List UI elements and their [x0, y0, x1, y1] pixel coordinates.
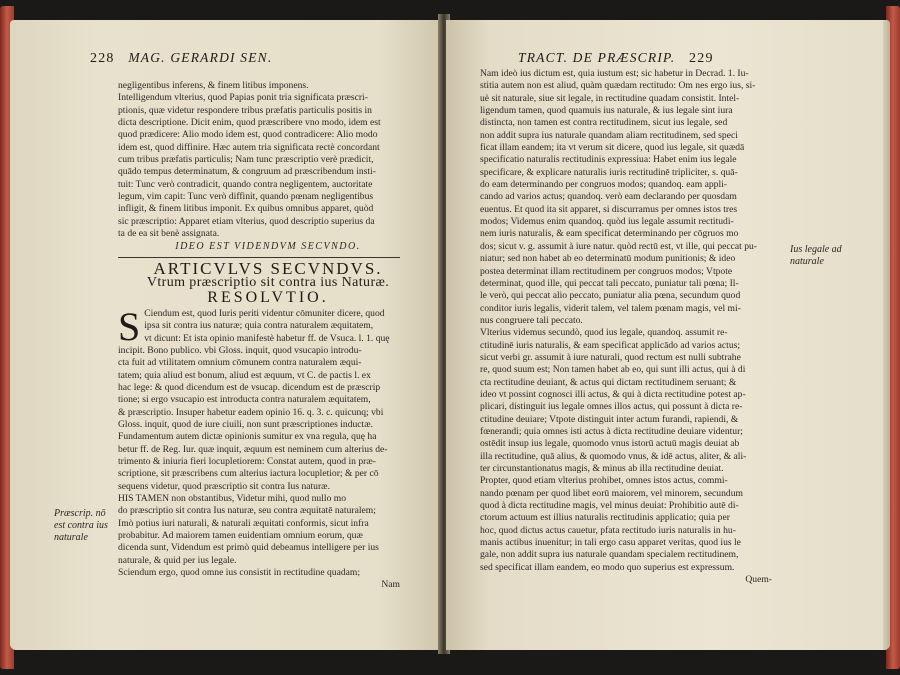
text-line: stitia autem non est aliud, quàm quædam rectitudo: Om nes ergo ius, si-: [480, 80, 756, 92]
text-line: tuit: Tunc verò contradicit, quando contra negligentem, auctoritate: [118, 178, 373, 190]
text-line: Sciendum ergo, quod omne ius consistit in rectitudine quadam;: [118, 567, 361, 579]
text-line: HIS TAMEN non obstantibus, Videtur mihi, quod nullo mo: [118, 493, 347, 504]
dropcap-s: S: [118, 303, 141, 349]
right-page-number: 229: [689, 51, 714, 66]
text-line: Gloss. inquit, quod de iure ciuili, non sunt præscriptiones inductæ.: [118, 418, 374, 430]
text-line: distincta, non tamen est contra rectitudinem, sicut ius legale, sed: [480, 117, 728, 129]
section-rule: [118, 257, 400, 258]
text-line: ostēdit insup ius legale, quomodo vnus istorū actuū magis deuiat ab: [480, 438, 740, 450]
text-line: le verò, qui peccat alio peccato, puniatur alia pœna, secundum quod: [480, 290, 741, 302]
left-top-paragraph: [118, 80, 418, 240]
text-line: ideo vt possint cognosci illi actus, & qui à dicta rectitudine potest ap-: [480, 388, 746, 400]
text-line: probabitur. Ad maiorem tamen euidentiam omnium eorum, quæ: [118, 530, 363, 542]
left-running-title: MAG. GERARDI SEN.: [128, 50, 273, 65]
text-line: ctitudine deuiare; Vtpote distinguit inter actum furandi, rapiendi, &: [480, 413, 739, 425]
text-line: uè sit naturale, siue sit legale, in rectitudine quadam consistit. Intel-: [480, 92, 740, 104]
right-running-title: TRACT. DE PRÆSCRIP.: [518, 50, 676, 65]
text-line: Intelligendum vlterius, quod Papias ponit tria significata præscri-: [118, 92, 368, 104]
text-line: nus congruere tali peccato.: [480, 314, 583, 326]
text-line: legum, vim capit: Tunc verò diffinit, quando pœnam negligentibus: [118, 191, 374, 203]
text-line: naturale, & quid per ius legale.: [118, 554, 237, 566]
question-heading: Vtrum præscriptio sit contra ius Naturæ.: [146, 275, 390, 291]
text-line: non addit supra ius naturale quandam aliam rectitudinem, sed speci: [480, 129, 738, 141]
text-line: nem iuris naturalis, & eam specificat determinando per cōgruos mo: [480, 228, 739, 240]
left-running-head: [90, 50, 272, 67]
text-line: Propter, quod etiam vlterius prohibet, omnes istos actus, commi-: [480, 475, 728, 487]
text-line: cando ad varios actus; quandoq. verò eam declarando per quosdam: [480, 191, 737, 203]
left-body-lines: [118, 303, 418, 580]
text-line: specificare, & explicare naturalis iuris rectitudinē tripliciter, s. quā-: [480, 166, 738, 178]
right-catchword: Quem-: [745, 574, 772, 586]
text-line: ficat illam eandem; ita vt verum sit dicere, quod ius legale, sit quædā: [480, 142, 745, 154]
text-line: conditor iuris legalis, viderit talem, vel talem pœnam magis, vel mi-: [480, 302, 741, 314]
text-line: Nam ideò ius dictum est, quia iustum est; sic habetur in Decrad. 1. Iu-: [480, 68, 749, 79]
text-line: infligit, & finem litibus imponit. Ex quibus omnibus apparet, quòd: [118, 203, 374, 215]
text-line: betur ff. de Reg. Iur. quæ inquit, æquum est neminem cum alterius de-: [118, 443, 388, 455]
text-line: tione; si ergo vsucapio est introducta contra naturalem æquitatem,: [118, 394, 371, 406]
text-line: specificatio naturalis rectitudinis expressiua: Habet enim ius legale: [480, 154, 737, 166]
text-line: hac lege: & quod dicendum est de vsucap. dicendum est de præscrip: [118, 381, 381, 393]
text-line: quādo tempus determinatum, & congruum ad præscribendum insti-: [118, 166, 376, 178]
left-catchword: Nam: [381, 579, 400, 591]
text-line: modos; Videmus enim quandoq. quòd ius legale assumit rectitudi-: [480, 216, 734, 228]
text-line: ligendum tamen, quod quamuis ius naturale, & ius legale sint iura: [480, 105, 733, 117]
text-line: idem est, quod diffinire. Hæc autem tria significata rectè concordant: [118, 141, 380, 153]
text-line: euentus. Et quod ita sit apparet, si discurramus per omnes istos tres: [480, 203, 738, 215]
text-line: ptionis, quæ videtur respondere tribus præfatis particulis positis in: [118, 104, 372, 116]
text-line: quod prædicere: Alio modo idem est, quod contradicere: Alio modo: [118, 129, 378, 141]
right-margin-note: Ius legale ad naturale: [790, 244, 842, 267]
text-line: niatur; sed non habet ab eo determinatū modum punitionis; & ideo: [480, 253, 736, 265]
text-line: vt dicunt: Et ista opinio manifestè habetur ff. de Vsuca. l. 1. quę: [144, 332, 390, 344]
text-line: cta fuit ad vtilitatem omnium cōmunem contra naturalem æqui-: [118, 357, 362, 369]
text-line: determinat, quod ille, qui peccat tali peccato, puniatur tali pœna; Il-: [480, 277, 739, 289]
text-line: ta de ea sit benè assignata.: [118, 228, 220, 240]
right-text-block: [480, 68, 790, 586]
text-line: plicari, distinguit ius legale omnes illos actus, qui possunt à dicta re-: [480, 401, 743, 413]
text-line: nando pœnam per quod libet eorū maiorem, vel minorem, secundum: [480, 487, 743, 499]
text-line: gale, non addit supra ius naturale quandam specialem rectitudinem,: [480, 549, 739, 561]
text-line: quod à dicta rectitudine magis, vel minus deuiat: Prohibitio autē di-: [480, 500, 739, 512]
text-line: do præscriptio sit contra Ius naturæ, seu contra æquitatē naturalem;: [118, 505, 376, 517]
text-line: fœnerandi; quia omnes isti actus à dicta rectitudine deuiare videntur;: [480, 425, 743, 437]
text-line: Vlterius videmus secundò, quod ius legale, quandoq. assumit re-: [480, 327, 728, 339]
right-page: [446, 20, 890, 650]
ideo-line: IDEO EST VIDENDVM SECVNDO.: [175, 241, 361, 253]
text-line: sed specificat illam eandem, eo modo quo superius est expressum.: [480, 561, 735, 573]
left-body: [118, 303, 418, 580]
text-line: Ciendum est, quod Iuris periti videntur cōmuniter dicere, quod: [144, 307, 385, 319]
right-body-lines: [480, 68, 790, 574]
text-line: cum tribus præfatis particulis; Nam tunc præscriptio verè prædicit,: [118, 154, 374, 166]
text-line: ter circunstantionatus magis, & minus ab illa rectitudine deuiat.: [480, 463, 724, 474]
left-page-number: 228: [90, 51, 115, 66]
text-line: sequens videtur, quod præscriptio sit contra Ius naturæ.: [118, 480, 330, 492]
text-line: tatem; quia aliud est bonum, aliud est æquum, vt C. de pactis l. ex: [118, 369, 371, 381]
text-line: do eam determinando per congruos modos; quandoq. eam appli-: [480, 179, 727, 191]
text-line: postea determinat illam rectitudinem per congruos modos; Vtpote: [480, 265, 733, 277]
text-line: Imò potius iuri naturali, & naturali æquitati conformis, sicut infra: [118, 517, 369, 529]
resolutio-heading: RESOLVTIO.: [207, 288, 329, 306]
text-line: Fundamentum autem dictæ opinionis sumitur ex vna regula, quę ha: [118, 431, 377, 443]
articulus-heading: ARTICVLVS SECVNDVS.: [153, 258, 383, 278]
left-page: [10, 20, 442, 650]
text-line: re, quod suum est; Non tamen habet ab eo, qui sunt illi actus, qui à di: [480, 364, 746, 376]
text-line: sicut verbi gr. assumit à iure naturali, quod rectum est nulli subtrahe: [480, 351, 741, 363]
text-line: sic præscriptio: Apparet etiam vlterius, quod descriptio superius da: [118, 215, 375, 227]
text-line: ctorum actuum est illius naturalis rectitudinis applicatio; quia per: [480, 512, 730, 524]
right-running-head: [518, 50, 714, 67]
text-line: ipsa sit contra ius naturæ; quia contra naturalem æquitatem,: [144, 320, 374, 332]
text-line: manis actibus inuenitur; in tali ergo casu apparet veritas, quod ius le: [480, 537, 741, 549]
text-line: dicenda sunt, Videndum est primò quid debeamus intelligere per ius: [118, 542, 379, 554]
text-line: incipit. Bono publico. vbi Gloss. inquit, quod vsucapio introdu-: [118, 344, 362, 356]
text-line: dicta descriptione. Dicit enim, quod præscribere vno modo, idem est: [118, 117, 381, 129]
text-line: illa rectitudine, quā alius, & quomodo vnus, & idē actus, aliter, & ali-: [480, 450, 747, 462]
left-margin-note: Præscrip. nō est contra ius naturale: [54, 508, 108, 543]
text-line: hoc, quod dictus actus cauetur, pfata rectitudo iuris naturalis in hu-: [480, 524, 736, 536]
text-line: trimento & iniuria fieri locupletiorem: Constat autem, quod in præ-: [118, 455, 376, 467]
text-line: & præscriptio. Insuper habetur eadem opinio 16. q. 3. c. quicunq; vbi: [118, 406, 384, 418]
text-line: dos; sicut v. g. assumit à iure natur. quòd rectū est, vt ille, qui peccat pu-: [480, 240, 758, 252]
text-line: negligentibus inferens, & finem litibus imponens.: [118, 80, 309, 91]
page-edge: [883, 20, 890, 650]
left-text-block: [118, 80, 418, 592]
text-line: cta rectitudine deuiant, & actus qui dictam rectitudinem seruant; &: [480, 376, 737, 388]
text-line: ctitudinē iuris naturalis, & eam specificat applicādo ad varios actus;: [480, 339, 741, 351]
text-line: scriptione, sit præscribens cum alterius iactura locupletior; & per cō: [118, 468, 379, 480]
